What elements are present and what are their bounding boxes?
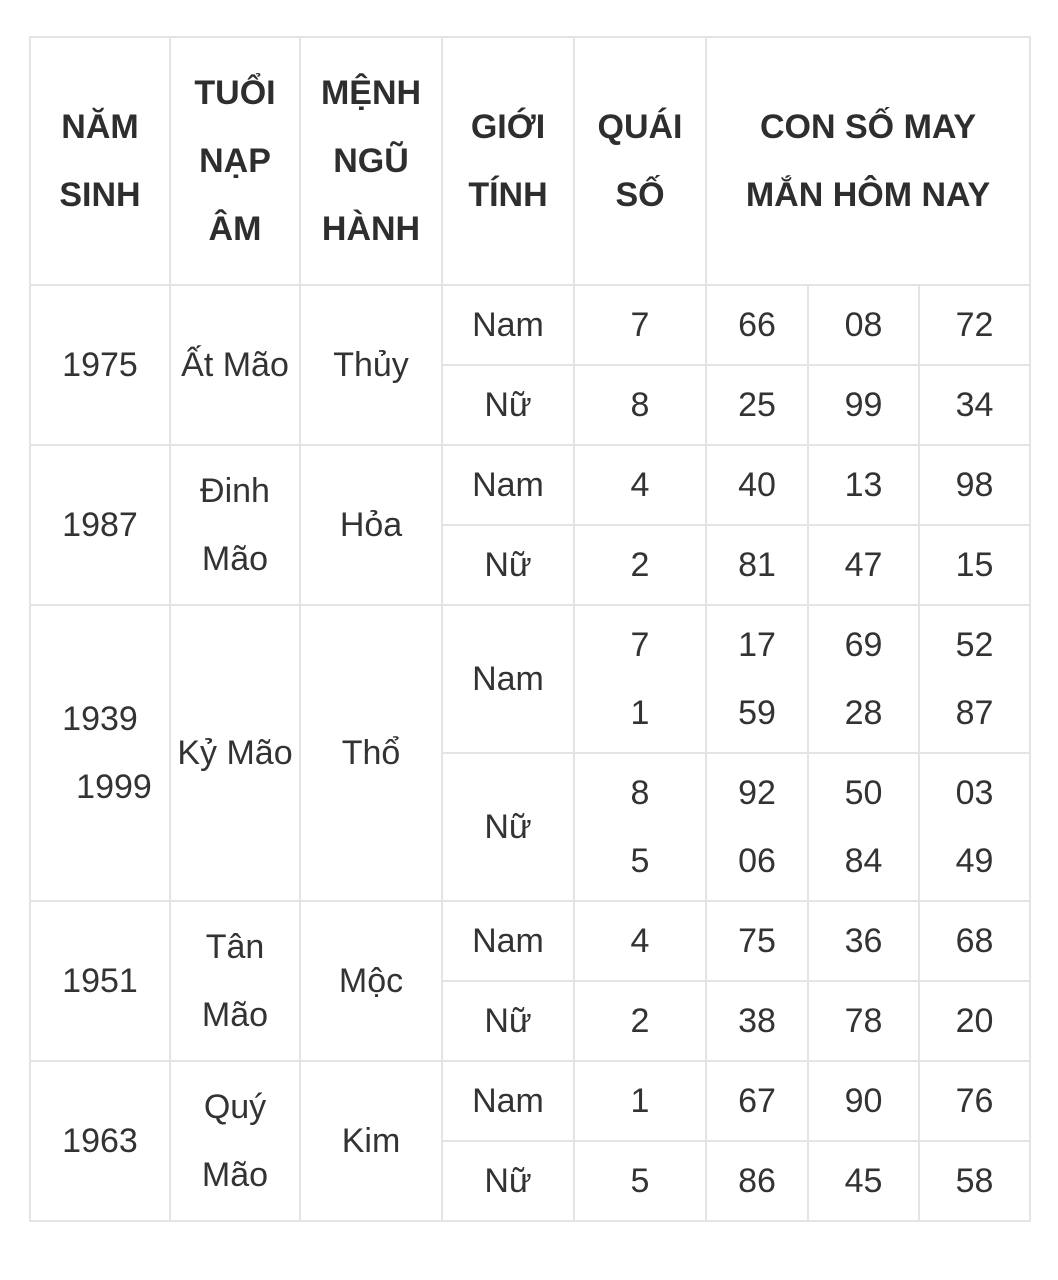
lucky-number-cell: 40 — [706, 445, 808, 525]
quai-so-cell: 5 — [574, 1141, 706, 1221]
menh-cell: Thủy — [300, 285, 442, 445]
quai-so-cell: 2 — [574, 525, 706, 605]
table-row — [30, 285, 1030, 365]
table-row — [30, 605, 1030, 753]
quai-so-cell: 1 — [574, 1061, 706, 1141]
lucky-number-cell: 52 87 — [919, 605, 1030, 753]
tuoi-cell: Quý Mão — [170, 1061, 300, 1221]
quai-so-cell: 7 1 — [574, 605, 706, 753]
lucky-number-cell: 25 — [706, 365, 808, 445]
gender-cell: Nam — [442, 285, 574, 365]
gender-cell: Nam — [442, 1061, 574, 1141]
lucky-number-cell: 99 — [808, 365, 919, 445]
gender-cell: Nam — [442, 901, 574, 981]
lucky-number-cell: 66 — [706, 285, 808, 365]
menh-cell: Kim — [300, 1061, 442, 1221]
lucky-number-cell: 20 — [919, 981, 1030, 1061]
tuoi-cell: Đinh Mão — [170, 445, 300, 605]
header-menh-ngu-hanh: MỆNH NGŨ HÀNH — [300, 37, 442, 285]
table-row — [30, 901, 1030, 981]
quai-so-cell: 7 — [574, 285, 706, 365]
lucky-number-cell: 67 — [706, 1061, 808, 1141]
year-cell: 1939 1999 — [30, 605, 170, 901]
header-row — [30, 37, 1030, 285]
lucky-number-cell: 45 — [808, 1141, 919, 1221]
lucky-number-cell: 81 — [706, 525, 808, 605]
lucky-number-cell: 90 — [808, 1061, 919, 1141]
header-quai-so: QUÁI SỐ — [574, 37, 706, 285]
header-tuoi-nap-am: TUỔI NẠP ÂM — [170, 37, 300, 285]
quai-so-cell: 4 — [574, 901, 706, 981]
lucky-number-cell: 92 06 — [706, 753, 808, 901]
lucky-number-cell: 34 — [919, 365, 1030, 445]
header-nam-sinh: NĂM SINH — [30, 37, 170, 285]
quai-so-cell: 8 5 — [574, 753, 706, 901]
lucky-number-cell: 17 59 — [706, 605, 808, 753]
lucky-number-cell: 38 — [706, 981, 808, 1061]
tuoi-cell: Kỷ Mão — [170, 605, 300, 901]
gender-cell: Nữ — [442, 981, 574, 1061]
gender-cell: Nữ — [442, 365, 574, 445]
gender-cell: Nữ — [442, 525, 574, 605]
lucky-number-cell: 75 — [706, 901, 808, 981]
menh-cell: Thổ — [300, 605, 442, 901]
header-gioi-tinh: GIỚI TÍNH — [442, 37, 574, 285]
gender-cell: Nam — [442, 445, 574, 525]
gender-cell: Nam — [442, 605, 574, 753]
year-cell: 1951 — [30, 901, 170, 1061]
lucky-number-cell: 68 — [919, 901, 1030, 981]
lucky-number-cell: 08 — [808, 285, 919, 365]
gender-cell: Nữ — [442, 753, 574, 901]
quai-so-cell: 8 — [574, 365, 706, 445]
lucky-number-cell: 47 — [808, 525, 919, 605]
menh-cell: Mộc — [300, 901, 442, 1061]
lucky-number-table — [29, 36, 1031, 1222]
lucky-number-table-container — [29, 36, 1031, 1222]
tuoi-cell: Ất Mão — [170, 285, 300, 445]
lucky-number-cell: 72 — [919, 285, 1030, 365]
lucky-number-cell: 58 — [919, 1141, 1030, 1221]
tuoi-cell: Tân Mão — [170, 901, 300, 1061]
table-row — [30, 1061, 1030, 1141]
year-cell: 1975 — [30, 285, 170, 445]
menh-cell: Hỏa — [300, 445, 442, 605]
header-con-so-may-man: CON SỐ MAY MẮN HÔM NAY — [706, 37, 1030, 285]
lucky-number-cell: 15 — [919, 525, 1030, 605]
table-row — [30, 445, 1030, 525]
quai-so-cell: 4 — [574, 445, 706, 525]
year-cell: 1963 — [30, 1061, 170, 1221]
lucky-number-cell: 03 49 — [919, 753, 1030, 901]
lucky-number-cell: 69 28 — [808, 605, 919, 753]
quai-so-cell: 2 — [574, 981, 706, 1061]
lucky-number-cell: 78 — [808, 981, 919, 1061]
gender-cell: Nữ — [442, 1141, 574, 1221]
lucky-number-cell: 76 — [919, 1061, 1030, 1141]
lucky-number-cell: 13 — [808, 445, 919, 525]
lucky-number-cell: 98 — [919, 445, 1030, 525]
year-cell: 1987 — [30, 445, 170, 605]
lucky-number-cell: 36 — [808, 901, 919, 981]
lucky-number-cell: 86 — [706, 1141, 808, 1221]
lucky-number-cell: 50 84 — [808, 753, 919, 901]
